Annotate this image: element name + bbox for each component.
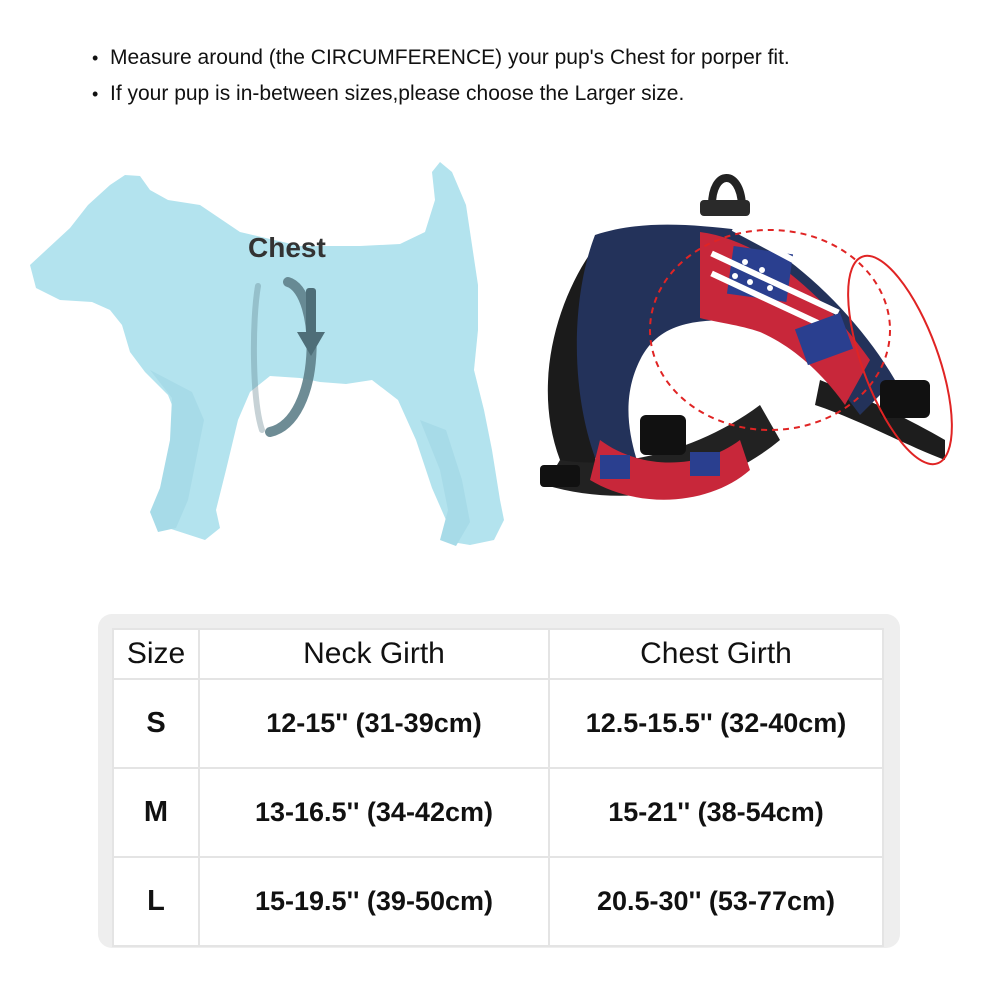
- neck-girth-cell: 13-16.5'' (34-42cm): [199, 768, 549, 857]
- table-row: [113, 679, 883, 768]
- table-header-row: [113, 629, 883, 679]
- chest-label: Chest: [248, 232, 326, 263]
- chest-girth-cell: 12.5-15.5'' (32-40cm): [549, 679, 883, 768]
- size-cell: L: [113, 857, 199, 946]
- table-row: [113, 857, 883, 946]
- header-neck-girth: Neck Girth: [199, 629, 549, 679]
- bullet-icon: •: [92, 48, 99, 68]
- instruction-line: [92, 76, 972, 112]
- chest-girth-cell: 15-21'' (38-54cm): [549, 768, 883, 857]
- arrow-shaft: [306, 288, 316, 334]
- chest-girth-cell: 20.5-30'' (53-77cm): [549, 857, 883, 946]
- instruction-text: If your pup is in-between sizes,please choose the Larger size.: [110, 82, 685, 105]
- instruction-text: Measure around (the CIRCUMFERENCE) your pup's Chest for porper fit.: [110, 46, 790, 69]
- neck-girth-cell: 12-15'' (31-39cm): [199, 679, 549, 768]
- bullet-icon: •: [92, 84, 99, 104]
- size-cell: M: [113, 768, 199, 857]
- size-chart-table: [112, 628, 884, 947]
- size-chart-card: [98, 614, 900, 948]
- header-size: Size: [113, 629, 199, 679]
- neck-girth-cell: 15-19.5'' (39-50cm): [199, 857, 549, 946]
- dog-silhouette-icon: [30, 162, 504, 545]
- table-row: [113, 768, 883, 857]
- size-cell: S: [113, 679, 199, 768]
- instructions: [92, 40, 972, 112]
- dog-harness-icon: [540, 178, 973, 500]
- illustration: [0, 140, 1000, 580]
- instruction-line: [92, 40, 972, 76]
- header-chest-girth: Chest Girth: [549, 629, 883, 679]
